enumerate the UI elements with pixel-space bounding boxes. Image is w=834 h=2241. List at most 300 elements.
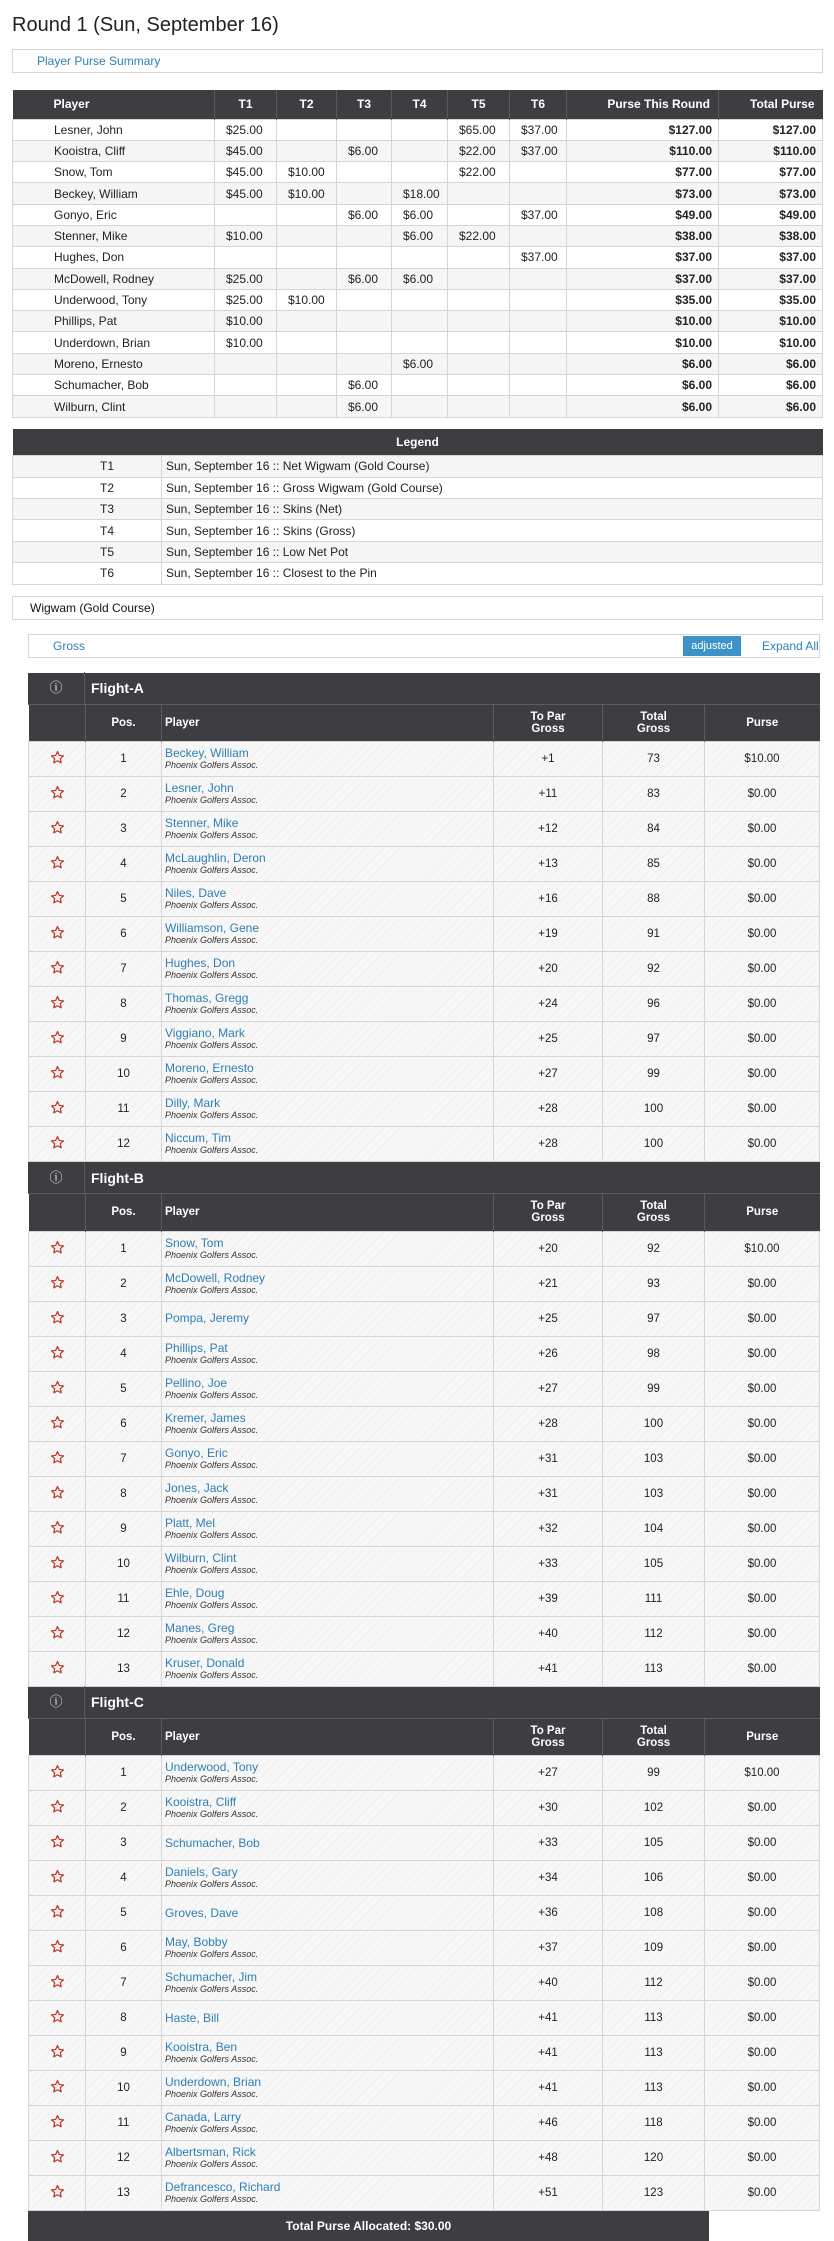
total-header-line2: Gross xyxy=(636,1736,671,1749)
favorite-cell[interactable] xyxy=(29,1651,86,1686)
star-outline-icon[interactable] xyxy=(50,925,65,940)
star-outline-icon[interactable] xyxy=(50,1485,65,1500)
to-par-gross: +40 xyxy=(494,1966,603,2001)
favorite-cell[interactable] xyxy=(29,1231,86,1266)
legend-code: T3 xyxy=(13,498,162,519)
to-par-gross: +48 xyxy=(494,2141,603,2176)
star-outline-icon[interactable] xyxy=(50,2044,65,2059)
purse-player-name: Gonyo, Eric xyxy=(13,204,215,225)
player-cell xyxy=(162,2071,494,2106)
player-name-link[interactable]: Beckey, William xyxy=(165,746,249,760)
player-cell xyxy=(162,882,494,917)
purse-amount: $10.00 xyxy=(705,742,820,777)
player-name-link[interactable]: Underwood, Tony xyxy=(165,1760,259,1774)
purse-cell: $6.00 xyxy=(392,225,448,246)
total-header-line2: Gross xyxy=(636,722,671,735)
purse-amount: $0.00 xyxy=(705,1546,820,1581)
table-row xyxy=(29,1966,820,2001)
star-outline-icon[interactable] xyxy=(50,995,65,1010)
purse-cell xyxy=(392,396,448,417)
purse-cell xyxy=(448,332,510,353)
adjusted-toggle[interactable]: adjusted xyxy=(683,636,741,656)
favorite-cell[interactable] xyxy=(29,1476,86,1511)
purse-cell xyxy=(510,332,567,353)
star-outline-icon[interactable] xyxy=(50,1030,65,1045)
star-outline-icon[interactable] xyxy=(50,1065,65,1080)
favorite-cell[interactable] xyxy=(29,1511,86,1546)
purse-col-t3: T3 xyxy=(337,90,392,119)
table-row xyxy=(29,1406,820,1441)
flight-table xyxy=(28,1719,820,2212)
expand-all-link[interactable]: Expand All xyxy=(762,638,819,653)
topar-header-line2: Gross xyxy=(531,1736,565,1749)
position: 8 xyxy=(86,1476,162,1511)
table-row xyxy=(29,847,820,882)
flight-header xyxy=(28,673,820,705)
purse-cell: $25.00 xyxy=(215,119,277,140)
total-purse-footer: Total Purse Allocated: $30.00 xyxy=(28,2211,709,2241)
favorite-cell[interactable] xyxy=(29,1546,86,1581)
to-par-gross: +32 xyxy=(494,1511,603,1546)
favorite-cell[interactable] xyxy=(29,987,86,1022)
purse-cell: $45.00 xyxy=(215,140,277,161)
info-icon[interactable]: ⓘ xyxy=(28,1686,85,1718)
player-club: Phoenix Golfers Assoc. xyxy=(165,935,259,945)
legend-row xyxy=(13,456,823,477)
info-icon[interactable]: ⓘ xyxy=(28,1162,85,1194)
player-cell xyxy=(162,1022,494,1057)
star-outline-icon[interactable] xyxy=(50,1660,65,1675)
purse-cell xyxy=(448,289,510,310)
star-column-header xyxy=(29,705,86,742)
player-club: Phoenix Golfers Assoc. xyxy=(165,1354,259,1365)
player-name-link[interactable]: Manes, Greg xyxy=(165,1620,235,1635)
player-club: Phoenix Golfers Assoc. xyxy=(165,760,259,770)
to-par-gross: +26 xyxy=(494,1336,603,1371)
purse-row xyxy=(13,375,823,396)
star-outline-icon[interactable] xyxy=(50,1450,65,1465)
purse-player-name: Moreno, Ernesto xyxy=(13,353,215,374)
purse-cell xyxy=(277,247,337,268)
total-gross: 73 xyxy=(603,742,705,777)
purse-player-name: Underwood, Tony xyxy=(13,289,215,310)
star-outline-icon[interactable] xyxy=(50,1310,65,1325)
to-par-gross: +27 xyxy=(494,1057,603,1092)
to-par-gross: +21 xyxy=(494,1266,603,1301)
star-outline-icon[interactable] xyxy=(50,2114,65,2129)
player-name-link[interactable]: Ehle, Doug xyxy=(165,1585,225,1600)
favorite-cell[interactable] xyxy=(29,2071,86,2106)
purse-amount: $0.00 xyxy=(705,2001,820,2036)
total-gross: 104 xyxy=(603,1511,705,1546)
star-outline-icon[interactable] xyxy=(50,1939,65,1954)
player-name-link[interactable]: Thomas, Gregg xyxy=(165,991,249,1005)
star-outline-icon[interactable] xyxy=(50,2009,65,2024)
total-gross: 109 xyxy=(603,1931,705,1966)
player-name-link[interactable]: Niles, Dave xyxy=(165,886,227,900)
purse-amount: $0.00 xyxy=(705,2036,820,2071)
flight-table xyxy=(28,1194,820,1687)
purse-cell xyxy=(392,162,448,183)
favorite-cell[interactable] xyxy=(29,1756,86,1791)
purse-cell: $10.00 xyxy=(277,183,337,204)
star-outline-icon[interactable] xyxy=(50,1625,65,1640)
position: 11 xyxy=(86,1581,162,1616)
star-outline-icon[interactable] xyxy=(50,1799,65,1814)
to-par-gross: +41 xyxy=(494,2001,603,2036)
info-icon[interactable]: ⓘ xyxy=(28,672,85,704)
position: 5 xyxy=(86,1896,162,1931)
position: 2 xyxy=(86,777,162,812)
purse-cell: $49.00 xyxy=(719,204,823,225)
favorite-cell[interactable] xyxy=(29,1022,86,1057)
player-name-link[interactable]: Gonyo, Eric xyxy=(165,1445,228,1460)
purse-amount: $0.00 xyxy=(705,1616,820,1651)
favorite-cell[interactable] xyxy=(29,1581,86,1616)
purse-amount: $0.00 xyxy=(705,2176,820,2211)
table-row xyxy=(29,917,820,952)
star-outline-icon[interactable] xyxy=(50,855,65,870)
favorite-cell[interactable] xyxy=(29,1896,86,1931)
purse-cell xyxy=(510,311,567,332)
star-outline-icon[interactable] xyxy=(50,960,65,975)
player-name-link[interactable]: Viggiano, Mark xyxy=(165,1026,245,1040)
player-name-link[interactable]: Kooistra, Ben xyxy=(165,2040,238,2054)
favorite-cell[interactable] xyxy=(29,1301,86,1336)
position: 4 xyxy=(86,847,162,882)
player-cell xyxy=(162,1511,494,1546)
player-club: Phoenix Golfers Assoc. xyxy=(165,1040,259,1050)
star-outline-icon[interactable] xyxy=(50,750,65,765)
table-row xyxy=(29,2141,820,2176)
position: 7 xyxy=(86,1441,162,1476)
to-par-gross: +28 xyxy=(494,1127,603,1162)
player-name-link[interactable]: Kremer, James xyxy=(165,1410,246,1425)
purse-cell: $127.00 xyxy=(567,119,719,140)
table-row xyxy=(29,1127,820,1162)
total-gross: 113 xyxy=(603,2001,705,2036)
favorite-cell[interactable] xyxy=(29,917,86,952)
player-name-link[interactable]: Lesner, John xyxy=(165,781,234,795)
player-club: Phoenix Golfers Assoc. xyxy=(165,970,259,980)
to-par-gross: +39 xyxy=(494,1581,603,1616)
table-row xyxy=(29,1616,820,1651)
purse-amount: $0.00 xyxy=(705,1476,820,1511)
player-name-link[interactable]: Pellino, Joe xyxy=(165,1375,228,1390)
purse-cell: $10.00 xyxy=(719,311,823,332)
position: 3 xyxy=(86,1826,162,1861)
star-outline-icon[interactable] xyxy=(50,1135,65,1150)
player-name-link[interactable]: May, Bobby xyxy=(165,1935,228,1949)
player-name-link[interactable]: Williamson, Gene xyxy=(165,921,260,935)
total-gross: 97 xyxy=(603,1022,705,1057)
player-purse-summary-link[interactable]: Player Purse Summary xyxy=(37,54,161,68)
favorite-cell[interactable] xyxy=(29,882,86,917)
player-name-link[interactable]: McLaughlin, Deron xyxy=(165,851,266,865)
star-outline-icon[interactable] xyxy=(50,1240,65,1255)
purse-cell xyxy=(337,353,392,374)
flight-title: Flight-A xyxy=(91,680,144,696)
favorite-cell[interactable] xyxy=(29,1931,86,1966)
total-gross: 118 xyxy=(603,2106,705,2141)
favorite-cell[interactable] xyxy=(29,1092,86,1127)
player-name-link[interactable]: Jones, Jack xyxy=(165,1480,229,1495)
purse-cell xyxy=(337,311,392,332)
total-gross: 85 xyxy=(603,847,705,882)
purse-cell: $6.00 xyxy=(719,353,823,374)
favorite-cell[interactable] xyxy=(29,1966,86,2001)
favorite-cell[interactable] xyxy=(29,1406,86,1441)
total-gross: 96 xyxy=(603,987,705,1022)
purse-cell: $73.00 xyxy=(719,183,823,204)
star-outline-icon[interactable] xyxy=(50,1415,65,1430)
player-name-link[interactable]: Moreno, Ernesto xyxy=(165,1061,254,1075)
purse-cell xyxy=(277,353,337,374)
player-name-link[interactable]: Dilly, Mark xyxy=(165,1096,221,1110)
purse-col-purse-this-round: Purse This Round xyxy=(567,90,719,119)
favorite-cell[interactable] xyxy=(29,2036,86,2071)
purse-cell xyxy=(277,268,337,289)
purse-cell xyxy=(277,204,337,225)
player-cell xyxy=(162,1127,494,1162)
to-par-gross: +40 xyxy=(494,1616,603,1651)
player-name-link[interactable]: Wilburn, Clint xyxy=(165,1550,237,1565)
to-par-gross: +20 xyxy=(494,1231,603,1266)
purse-player-name: Stenner, Mike xyxy=(13,225,215,246)
favorite-cell[interactable] xyxy=(29,1441,86,1476)
position: 7 xyxy=(86,952,162,987)
player-name-link[interactable]: Schumacher, Jim xyxy=(165,1970,258,1984)
star-outline-icon[interactable] xyxy=(50,1275,65,1290)
star-outline-icon[interactable] xyxy=(50,1764,65,1779)
star-outline-icon[interactable] xyxy=(50,1555,65,1570)
purse-cell xyxy=(448,353,510,374)
player-cell xyxy=(162,2141,494,2176)
player-club: Phoenix Golfers Assoc. xyxy=(165,1145,259,1155)
favorite-cell[interactable] xyxy=(29,1266,86,1301)
purse-cell: $38.00 xyxy=(567,225,719,246)
pos-column-header: Pos. xyxy=(86,705,162,742)
player-name-link[interactable]: Stenner, Mike xyxy=(165,816,239,830)
player-name-link[interactable]: Kooistra, Cliff xyxy=(165,1795,237,1809)
purse-amount: $10.00 xyxy=(705,1756,820,1791)
total-gross: 112 xyxy=(603,1616,705,1651)
star-outline-icon[interactable] xyxy=(50,2149,65,2164)
to-par-gross: +13 xyxy=(494,847,603,882)
flight-table-header xyxy=(29,705,820,742)
favorite-cell[interactable] xyxy=(29,1861,86,1896)
favorite-cell[interactable] xyxy=(29,2106,86,2141)
purse-cell: $25.00 xyxy=(215,289,277,310)
player-name-link[interactable]: Hughes, Don xyxy=(165,956,236,970)
table-row xyxy=(29,1861,820,1896)
favorite-cell[interactable] xyxy=(29,952,86,987)
favorite-cell[interactable] xyxy=(29,1791,86,1826)
to-par-gross: +46 xyxy=(494,2106,603,2141)
purse-col-t1: T1 xyxy=(215,90,277,119)
to-par-gross: +16 xyxy=(494,882,603,917)
purse-player-name: Kooistra, Cliff xyxy=(13,140,215,161)
purse-col-t5: T5 xyxy=(448,90,510,119)
table-row xyxy=(29,882,820,917)
player-name-link[interactable]: Schumacher, Bob xyxy=(165,1835,260,1850)
favorite-cell[interactable] xyxy=(29,1127,86,1162)
favorite-cell[interactable] xyxy=(29,1371,86,1406)
position: 4 xyxy=(86,1336,162,1371)
purse-cell: $25.00 xyxy=(215,268,277,289)
purse-cell: $49.00 xyxy=(567,204,719,225)
to-par-gross: +27 xyxy=(494,1756,603,1791)
player-name-link[interactable]: Snow, Tom xyxy=(165,1235,224,1250)
favorite-cell[interactable] xyxy=(29,1336,86,1371)
table-row xyxy=(29,742,820,777)
player-name-link[interactable]: Canada, Larry xyxy=(165,2110,242,2124)
star-outline-icon[interactable] xyxy=(50,1904,65,1919)
purse-amount: $0.00 xyxy=(705,847,820,882)
star-outline-icon[interactable] xyxy=(50,1869,65,1884)
player-cell xyxy=(162,1441,494,1476)
player-name-link[interactable]: Platt, Mel xyxy=(165,1515,216,1530)
star-outline-icon[interactable] xyxy=(50,2079,65,2094)
purse-amount: $0.00 xyxy=(705,1826,820,1861)
star-outline-icon[interactable] xyxy=(50,2184,65,2199)
player-cell xyxy=(162,1756,494,1791)
purse-amount: $0.00 xyxy=(705,1966,820,2001)
legend-row xyxy=(13,477,823,498)
star-outline-icon[interactable] xyxy=(50,890,65,905)
player-cell xyxy=(162,1092,494,1127)
purse-cell: $110.00 xyxy=(719,140,823,161)
favorite-cell[interactable] xyxy=(29,847,86,882)
star-outline-icon[interactable] xyxy=(50,1590,65,1605)
to-par-gross: +34 xyxy=(494,1861,603,1896)
player-club: Phoenix Golfers Assoc. xyxy=(165,865,259,875)
purse-cell xyxy=(510,396,567,417)
position: 8 xyxy=(86,2001,162,2036)
star-outline-icon[interactable] xyxy=(50,1345,65,1360)
table-row xyxy=(29,2001,820,2036)
star-outline-icon[interactable] xyxy=(50,1834,65,1849)
purse-cell: $6.00 xyxy=(567,396,719,417)
purse-cell: $6.00 xyxy=(337,268,392,289)
to-par-gross: +25 xyxy=(494,1022,603,1057)
purse-cell: $77.00 xyxy=(719,162,823,183)
player-name-link[interactable]: Phillips, Pat xyxy=(165,1340,228,1355)
star-outline-icon[interactable] xyxy=(50,1380,65,1395)
gross-toggle[interactable]: Gross xyxy=(53,638,86,653)
player-name-link[interactable]: Pompa, Jeremy xyxy=(165,1311,250,1325)
star-outline-icon[interactable] xyxy=(50,1100,65,1115)
purse-cell: $6.00 xyxy=(719,375,823,396)
purse-row xyxy=(13,396,823,417)
topar-header-line2: Gross xyxy=(531,1212,565,1225)
favorite-cell[interactable] xyxy=(29,1826,86,1861)
purse-cell xyxy=(215,396,277,417)
favorite-cell[interactable] xyxy=(29,2176,86,2211)
purse-row xyxy=(13,289,823,310)
flight-table xyxy=(28,705,820,1163)
player-name-link[interactable]: McDowell, Rodney xyxy=(165,1270,266,1285)
purse-cell xyxy=(337,247,392,268)
total-column-header xyxy=(603,705,705,742)
purse-player-name: Hughes, Don xyxy=(13,247,215,268)
star-outline-icon[interactable] xyxy=(50,1974,65,1989)
purse-cell xyxy=(448,396,510,417)
player-club: Phoenix Golfers Assoc. xyxy=(165,1669,259,1680)
player-name-link[interactable]: Niccum, Tim xyxy=(165,1131,231,1145)
player-name-link[interactable]: Daniels, Gary xyxy=(165,1865,238,1879)
purse-cell: $110.00 xyxy=(567,140,719,161)
purse-cell xyxy=(448,204,510,225)
purse-player-name: McDowell, Rodney xyxy=(13,268,215,289)
purse-cell: $10.00 xyxy=(215,225,277,246)
favorite-cell[interactable] xyxy=(29,812,86,847)
leaderboard-controls xyxy=(28,634,820,658)
table-row xyxy=(29,2106,820,2141)
purse-cell: $6.00 xyxy=(719,396,823,417)
purse-cell xyxy=(337,119,392,140)
player-name-link[interactable]: Underdown, Brian xyxy=(165,2075,262,2089)
purse-cell xyxy=(277,140,337,161)
player-cell xyxy=(162,1406,494,1441)
purse-amount: $10.00 xyxy=(705,1231,820,1266)
total-column-header xyxy=(603,1194,705,1231)
position: 12 xyxy=(86,1616,162,1651)
purse-row xyxy=(13,311,823,332)
player-name-link[interactable]: Albertsman, Rick xyxy=(165,2145,256,2159)
player-name-link[interactable]: Defrancesco, Richard xyxy=(165,2180,281,2194)
total-gross: 108 xyxy=(603,1896,705,1931)
favorite-cell[interactable] xyxy=(29,1616,86,1651)
purse-amount: $0.00 xyxy=(705,882,820,917)
purse-col-player: Player xyxy=(13,90,215,119)
total-header-line1: Total xyxy=(640,1724,667,1737)
table-row xyxy=(29,1826,820,1861)
position: 5 xyxy=(86,1371,162,1406)
total-gross: 88 xyxy=(603,882,705,917)
favorite-cell[interactable] xyxy=(29,2141,86,2176)
total-header-line1: Total xyxy=(640,710,667,723)
purse-cell: $10.00 xyxy=(277,162,337,183)
legend-code: T2 xyxy=(13,477,162,498)
purse-cell xyxy=(277,225,337,246)
player-club: Phoenix Golfers Assoc. xyxy=(165,2159,259,2169)
purse-player-name: Wilburn, Clint xyxy=(13,396,215,417)
player-name-link[interactable]: Haste, Bill xyxy=(165,2010,220,2025)
total-column-header xyxy=(603,1719,705,1756)
flight-header xyxy=(28,1162,820,1194)
player-cell xyxy=(162,987,494,1022)
favorite-cell[interactable] xyxy=(29,777,86,812)
player-name-link[interactable]: Kruser, Donald xyxy=(165,1655,245,1670)
player-cell xyxy=(162,1826,494,1861)
favorite-cell[interactable] xyxy=(29,1057,86,1092)
star-outline-icon[interactable] xyxy=(50,785,65,800)
purse-cell xyxy=(448,375,510,396)
total-gross: 97 xyxy=(603,1301,705,1336)
favorite-cell[interactable] xyxy=(29,742,86,777)
purse-row xyxy=(13,268,823,289)
purse-row xyxy=(13,140,823,161)
total-gross: 113 xyxy=(603,1651,705,1686)
player-name-link[interactable]: Groves, Dave xyxy=(165,1905,239,1920)
star-outline-icon[interactable] xyxy=(50,1520,65,1535)
total-gross: 98 xyxy=(603,1336,705,1371)
purse-amount: $0.00 xyxy=(705,1371,820,1406)
star-outline-icon[interactable] xyxy=(50,820,65,835)
favorite-cell[interactable] xyxy=(29,2001,86,2036)
player-purse-summary-panel[interactable] xyxy=(12,49,823,73)
